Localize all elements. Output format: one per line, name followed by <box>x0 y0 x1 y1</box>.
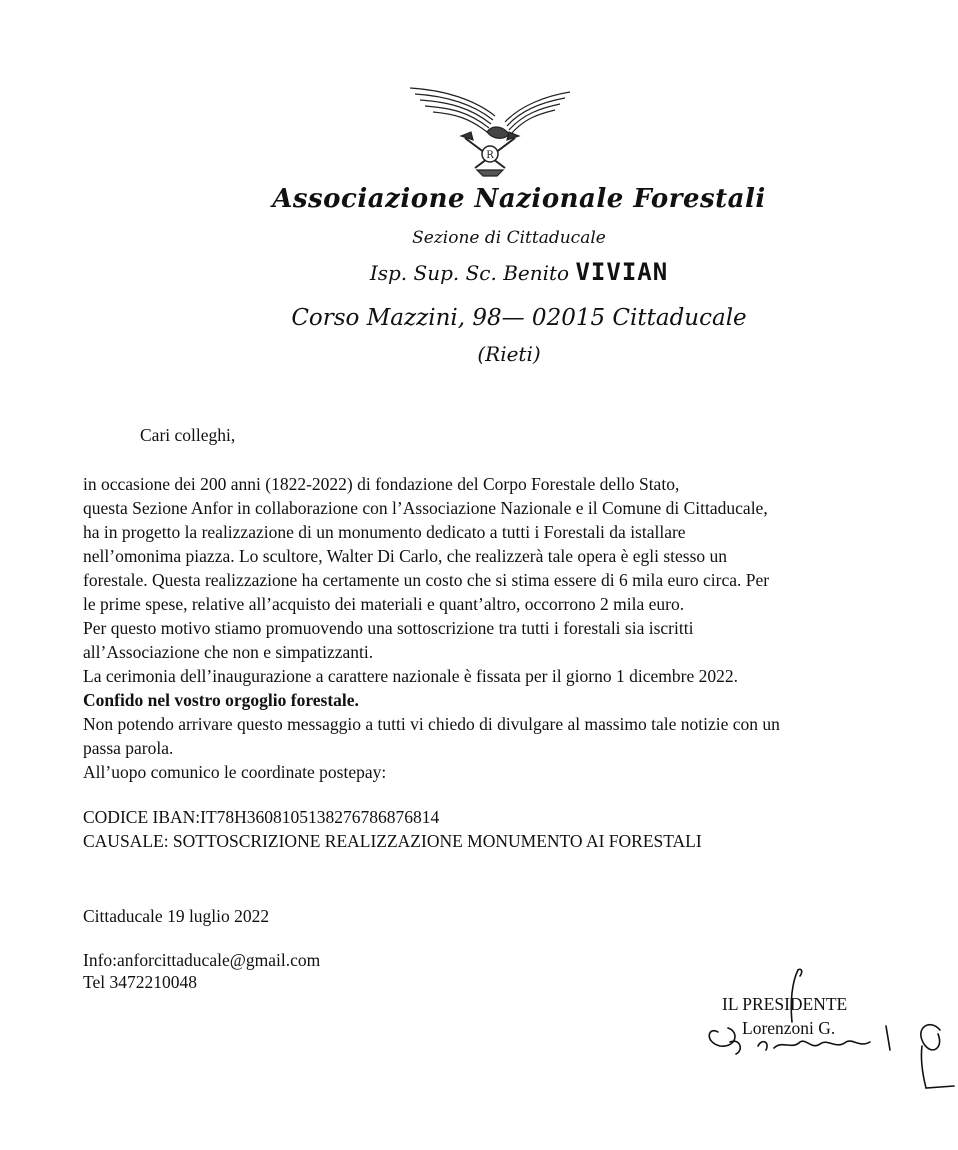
dedication <box>0 258 958 286</box>
body-line: nell’omonima piazza. Lo scultore, Walter Di Carlo, che realizzerà tale opera è egli stesso un <box>83 546 728 566</box>
letter-date: Cittaducale 19 luglio 2022 <box>83 906 270 926</box>
body-line: Non potendo arrivare questo messaggio a tutti vi chiedo di divulgare al massimo tale notizie con un <box>83 714 780 734</box>
payment-details <box>83 805 702 853</box>
forestry-eagle-emblem-icon <box>405 78 575 178</box>
emphasis-line: Confido nel vostro orgoglio forestale. <box>83 690 359 710</box>
letter-body <box>83 472 780 784</box>
iban-line: CODICE IBAN:IT78H3608105138276786876814 <box>83 807 440 827</box>
causale-line: CAUSALE: SOTTOSCRIZIONE REALIZZAZIONE MONUMENTO AI FORESTALI <box>83 831 702 851</box>
dedication-prefix: Isp. Sup. Sc. Benito <box>369 261 570 285</box>
association-name: Associazione Nazionale Forestali <box>272 184 766 214</box>
address: Corso Mazzini, 98— 02015 Cittaducale <box>291 305 747 331</box>
section-name: Sezione di Cittaducale <box>412 228 606 248</box>
contact-info <box>83 949 320 993</box>
body-line: La cerimonia dell’inaugurazione a carattere nazionale è fissata per il giorno 1 dicembre 2022. <box>83 666 738 686</box>
body-line: in occasione dei 200 anni (1822-2022) di fondazione del Corpo Forestale dello Stato, <box>83 474 680 494</box>
body-line: Per questo motivo stiamo promuovendo una sottoscrizione tra tutti i forestali sia iscritti <box>83 618 694 638</box>
signatory-title: IL PRESIDENTE <box>722 994 848 1014</box>
body-line: forestale. Questa realizzazione ha certamente un costo che si stima essere di 6 mila euro circa. Per <box>83 570 770 590</box>
province: (Rieti) <box>477 342 541 366</box>
email: Info:anforcittaducale@gmail.com <box>83 950 321 970</box>
body-line: passa parola. <box>83 738 174 758</box>
body-line: All’uopo comunico le coordinate postepay: <box>83 762 387 782</box>
signatory-name: Lorenzoni G. <box>742 1018 836 1038</box>
body-line: questa Sezione Anfor in collaborazione con l’Associazione Nazionale e il Comune di Cittaducale, <box>83 498 768 518</box>
dedication-name: VIVIAN <box>575 258 669 286</box>
svg-text:R: R <box>486 150 494 161</box>
handwritten-signature-icon <box>700 962 958 1102</box>
phone: Tel 3472210048 <box>83 972 197 992</box>
greeting: Cari colleghi, <box>140 425 236 445</box>
body-line: all’Associazione che non e simpatizzanti. <box>83 642 374 662</box>
body-line: le prime spese, relative all’acquisto dei materiali e quant’altro, occorrono 2 mila euro. <box>83 594 685 614</box>
body-line: ha in progetto la realizzazione di un monumento dedicato a tutti i Forestali da istallare <box>83 522 686 542</box>
